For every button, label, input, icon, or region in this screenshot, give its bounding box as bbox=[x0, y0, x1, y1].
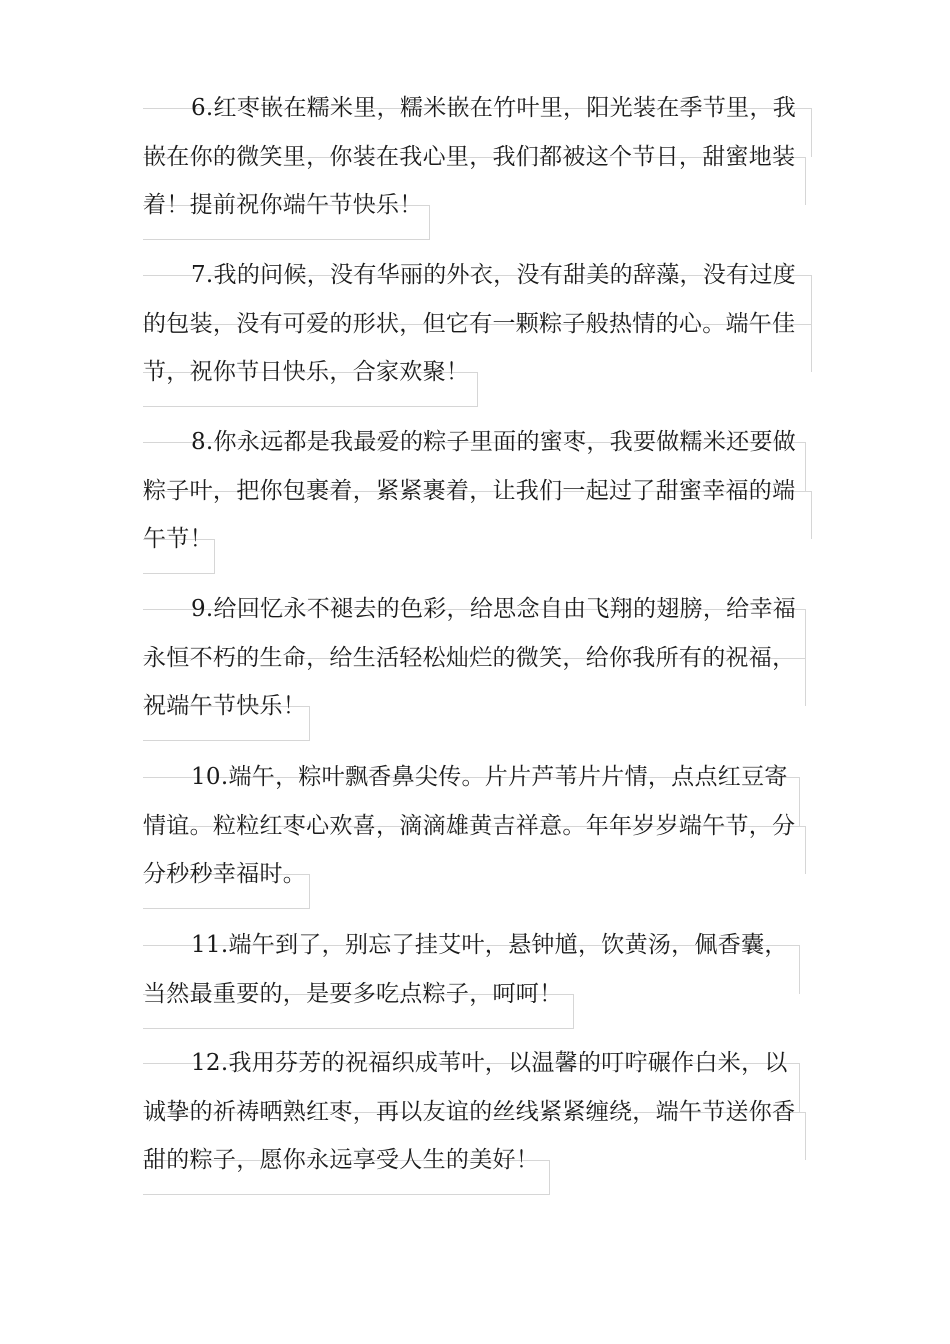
text-line: 情谊。粒粒红枣心欢喜，滴滴雄黄吉祥意。年年岁岁端午节，分 bbox=[143, 826, 806, 875]
paragraph-7 bbox=[143, 262, 812, 407]
text-line: 的包装，没有可爱的形状，但它有一颗粽子般热情的心。端午佳 bbox=[143, 324, 812, 373]
text-line: 节，祝你节日快乐，合家欢聚！ bbox=[143, 372, 478, 407]
text-line: 10.端午，粽叶飘香鼻尖传。片片芦苇片片情，点点红豆寄 bbox=[143, 777, 800, 826]
paragraph-6 bbox=[143, 95, 812, 240]
paragraph-8 bbox=[143, 429, 812, 574]
text-line: 8.你永远都是我最爱的粽子里面的蜜枣，我要做糯米还要做 bbox=[143, 442, 806, 491]
text-line: 分秒秒幸福时。 bbox=[143, 874, 310, 909]
text-line: 12.我用芬芳的祝福织成苇叶，以温馨的叮咛碾作白米，以 bbox=[143, 1063, 800, 1112]
text-line: 粽子叶，把你包裹着，紧紧裹着，让我们一起过了甜蜜幸福的端 bbox=[143, 491, 812, 540]
text-line: 永恒不朽的生命，给生活轻松灿烂的微笑，给你我所有的祝福， bbox=[143, 658, 806, 707]
text-line: 甜的粽子，愿你永远享受人生的美好！ bbox=[143, 1160, 550, 1195]
text-line: 7.我的问候，没有华丽的外衣，没有甜美的辞藻，没有过度 bbox=[143, 275, 812, 324]
paragraph-11 bbox=[143, 932, 800, 1029]
text-line: 9.给回忆永不褪去的色彩，给思念自由飞翔的翅膀，给幸福 bbox=[143, 609, 806, 658]
text-line: 着！提前祝你端午节快乐！ bbox=[143, 205, 430, 240]
text-line: 祝端午节快乐！ bbox=[143, 706, 310, 741]
paragraph-10 bbox=[143, 764, 806, 909]
text-line: 诚挚的祈祷晒熟红枣，再以友谊的丝线紧紧缠绕，端午节送你香 bbox=[143, 1112, 806, 1161]
text-line: 6.红枣嵌在糯米里，糯米嵌在竹叶里，阳光装在季节里，我 bbox=[143, 108, 812, 157]
paragraph-9 bbox=[143, 596, 806, 741]
text-line: 11.端午到了，别忘了挂艾叶，悬钟馗，饮黄汤，佩香囊， bbox=[143, 945, 800, 994]
text-line: 午节！ bbox=[143, 539, 215, 574]
text-line: 当然最重要的，是要多吃点粽子，呵呵！ bbox=[143, 994, 574, 1029]
text-line: 嵌在你的微笑里，你装在我心里，我们都被这个节日，甜蜜地装 bbox=[143, 157, 806, 206]
paragraph-12 bbox=[143, 1050, 806, 1195]
